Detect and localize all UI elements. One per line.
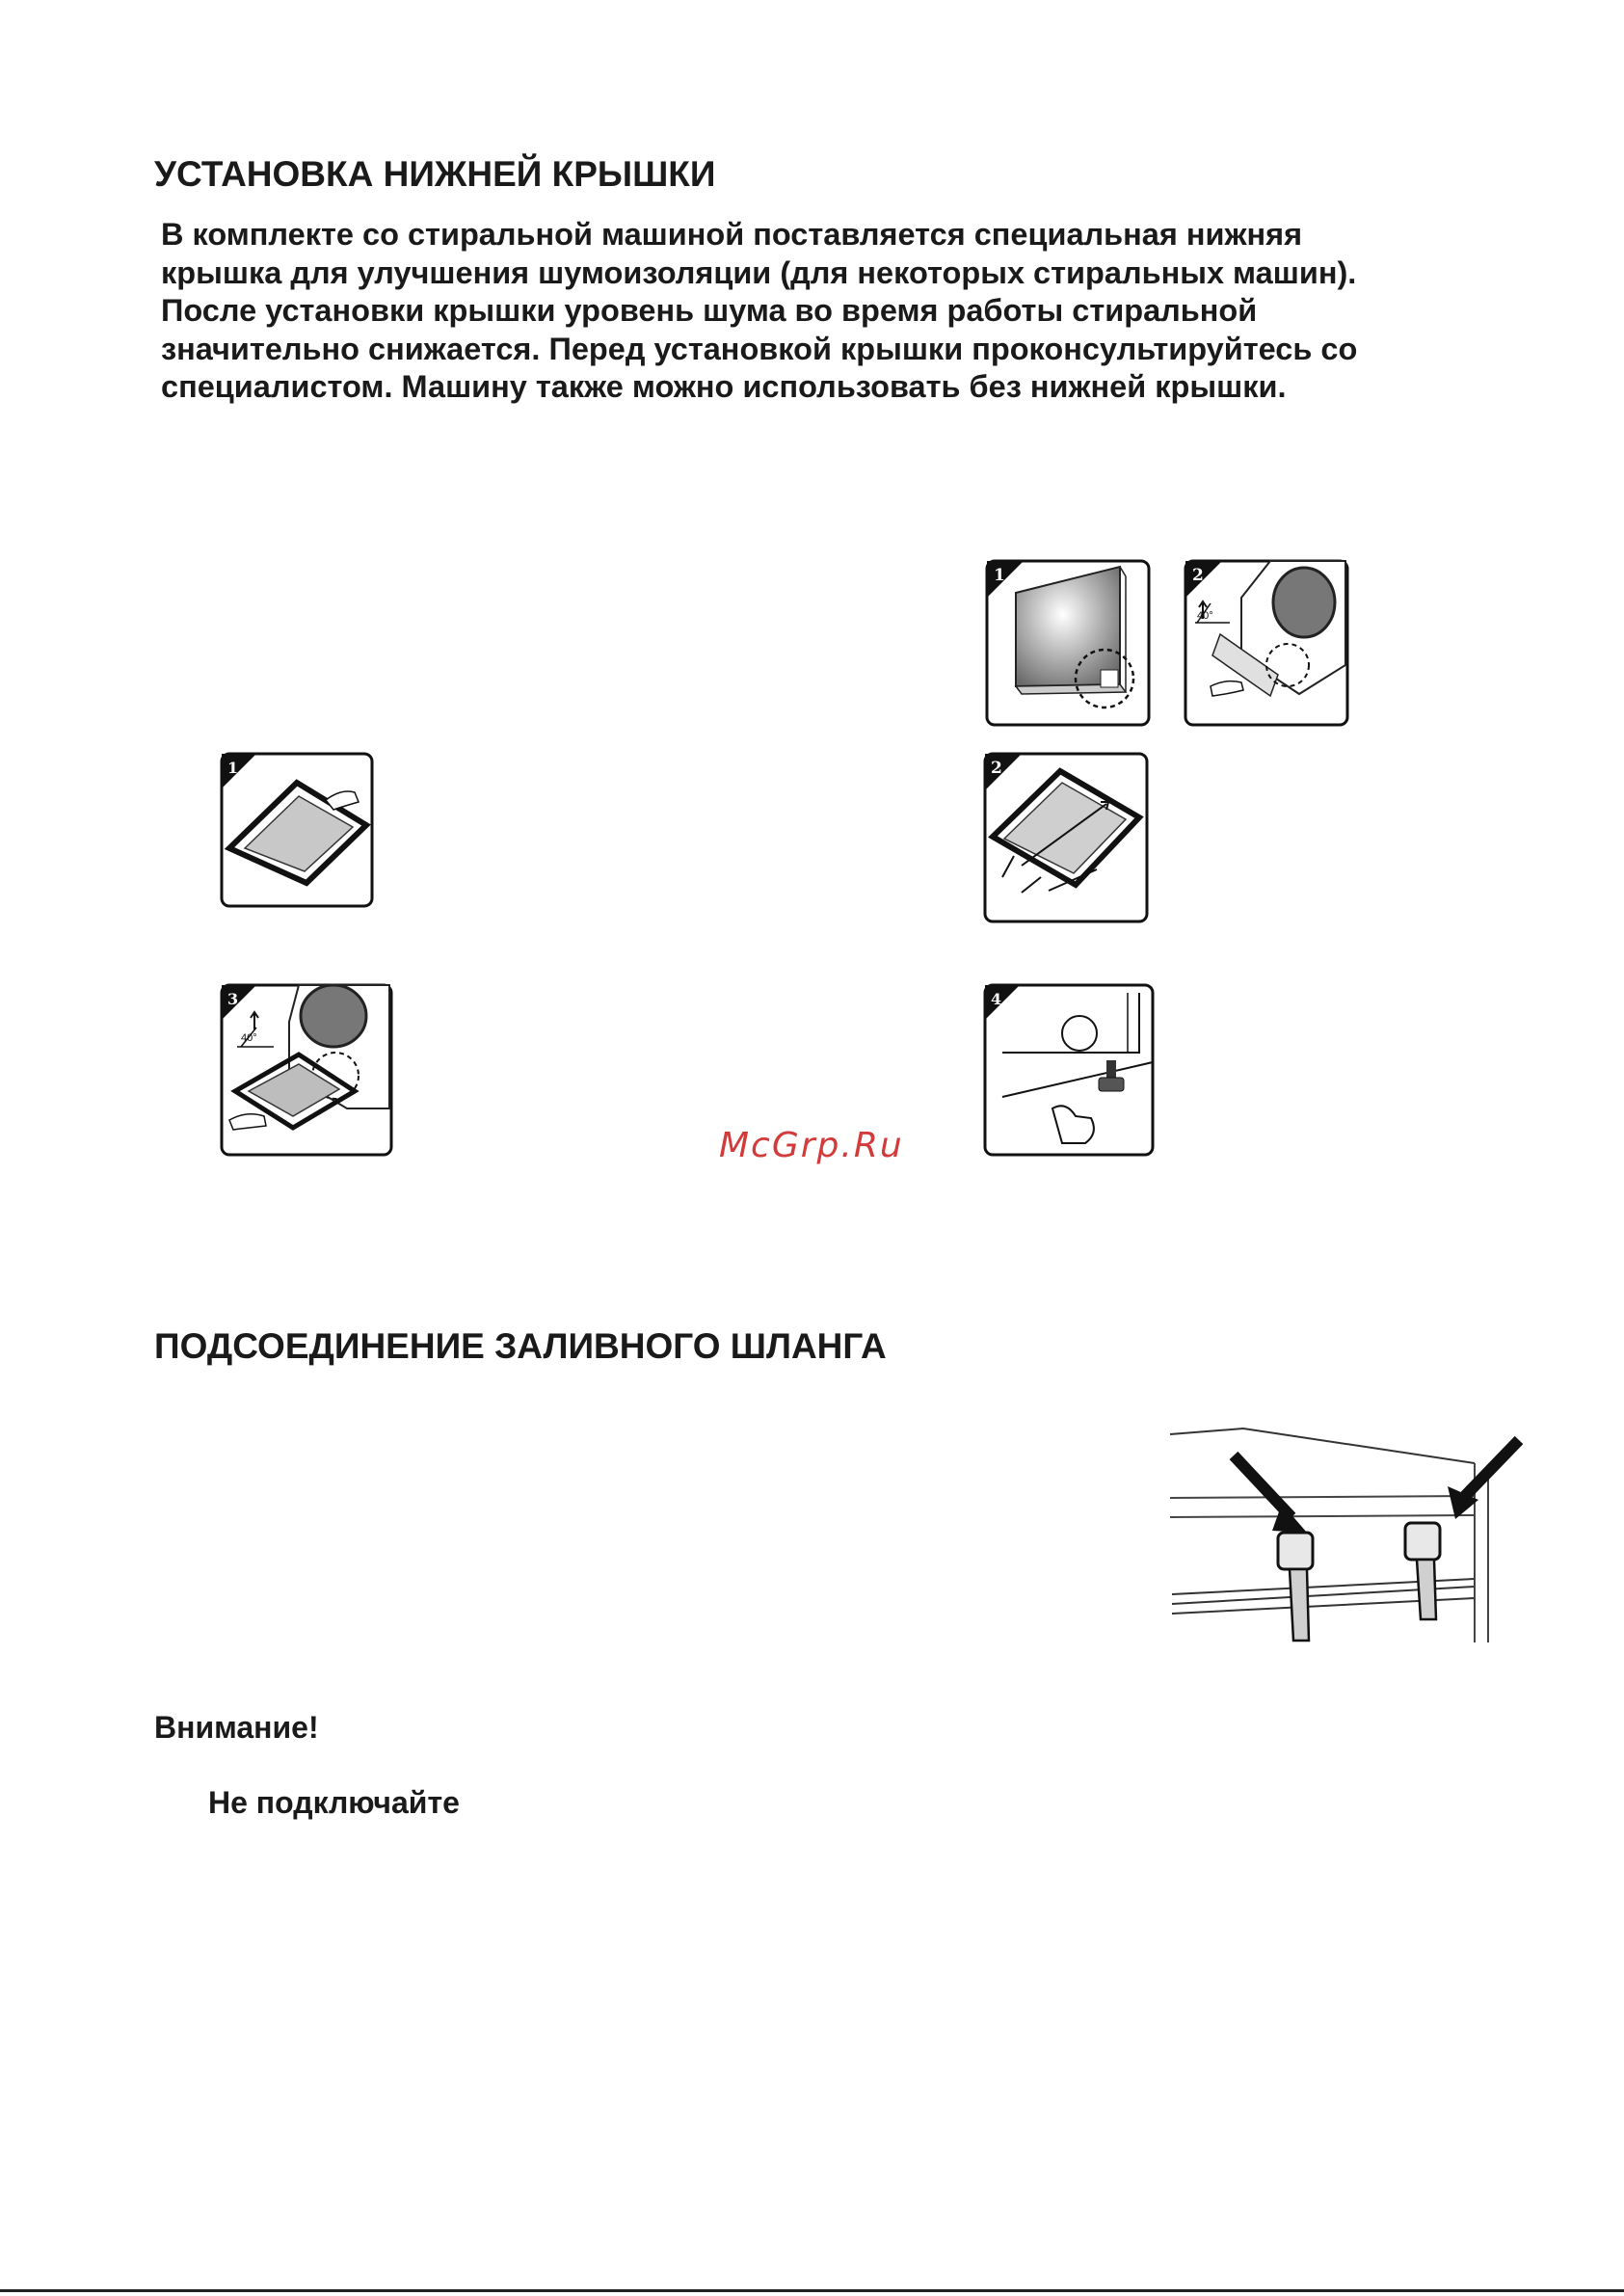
figure-step-4 (983, 983, 1155, 1157)
figure-step-2 (983, 752, 1149, 923)
hose-connector-right (1405, 1523, 1440, 1619)
warning-title: Внимание! (154, 1710, 319, 1745)
figure-number: 2 (1192, 566, 1204, 585)
angle-label: 40° (1197, 610, 1213, 622)
warning-text: Не подключайте (208, 1785, 460, 1820)
section-title-bottom-cover: УСТАНОВКА НИЖНЕЙ КРЫШКИ (154, 154, 716, 194)
section-title-inlet-hose: ПОДСОЕДИНЕНИЕ ЗАЛИВНОГО ШЛАНГА (154, 1326, 887, 1366)
intro-line: крышка для улучшения шумоизоляции (для некоторых стиральных машин). (161, 254, 1357, 290)
figure-inlet-hose (1166, 1421, 1532, 1650)
figure-number: 1 (994, 566, 1005, 585)
figure-step-3 (220, 983, 393, 1157)
intro-line: значительно снижается. Перед установкой крышки проконсультируйтесь со (161, 331, 1358, 366)
figure-number: 1 (227, 759, 239, 777)
watermark: McGrp.Ru (719, 1126, 904, 1165)
intro-paragraph (161, 216, 1491, 407)
figure-top-2 (1184, 559, 1349, 727)
intro-line: специалистом. Машину также можно использовать без нижней крышки. (161, 369, 1287, 404)
figure-number: 3 (227, 990, 239, 1008)
figure-number: 2 (991, 759, 1002, 778)
figure-step-1 (220, 752, 374, 908)
hose-connector-left (1278, 1533, 1313, 1641)
figure-top-1 (985, 559, 1151, 727)
intro-line: После установки крышки уровень шума во время работы стиральной (161, 293, 1258, 328)
figure-number: 4 (991, 990, 1002, 1008)
intro-line: В комплекте со стиральной машиной поставляется специальная нижняя (161, 217, 1303, 252)
footer-rule (0, 2289, 1624, 2292)
angle-label: 40° (241, 1032, 257, 1044)
